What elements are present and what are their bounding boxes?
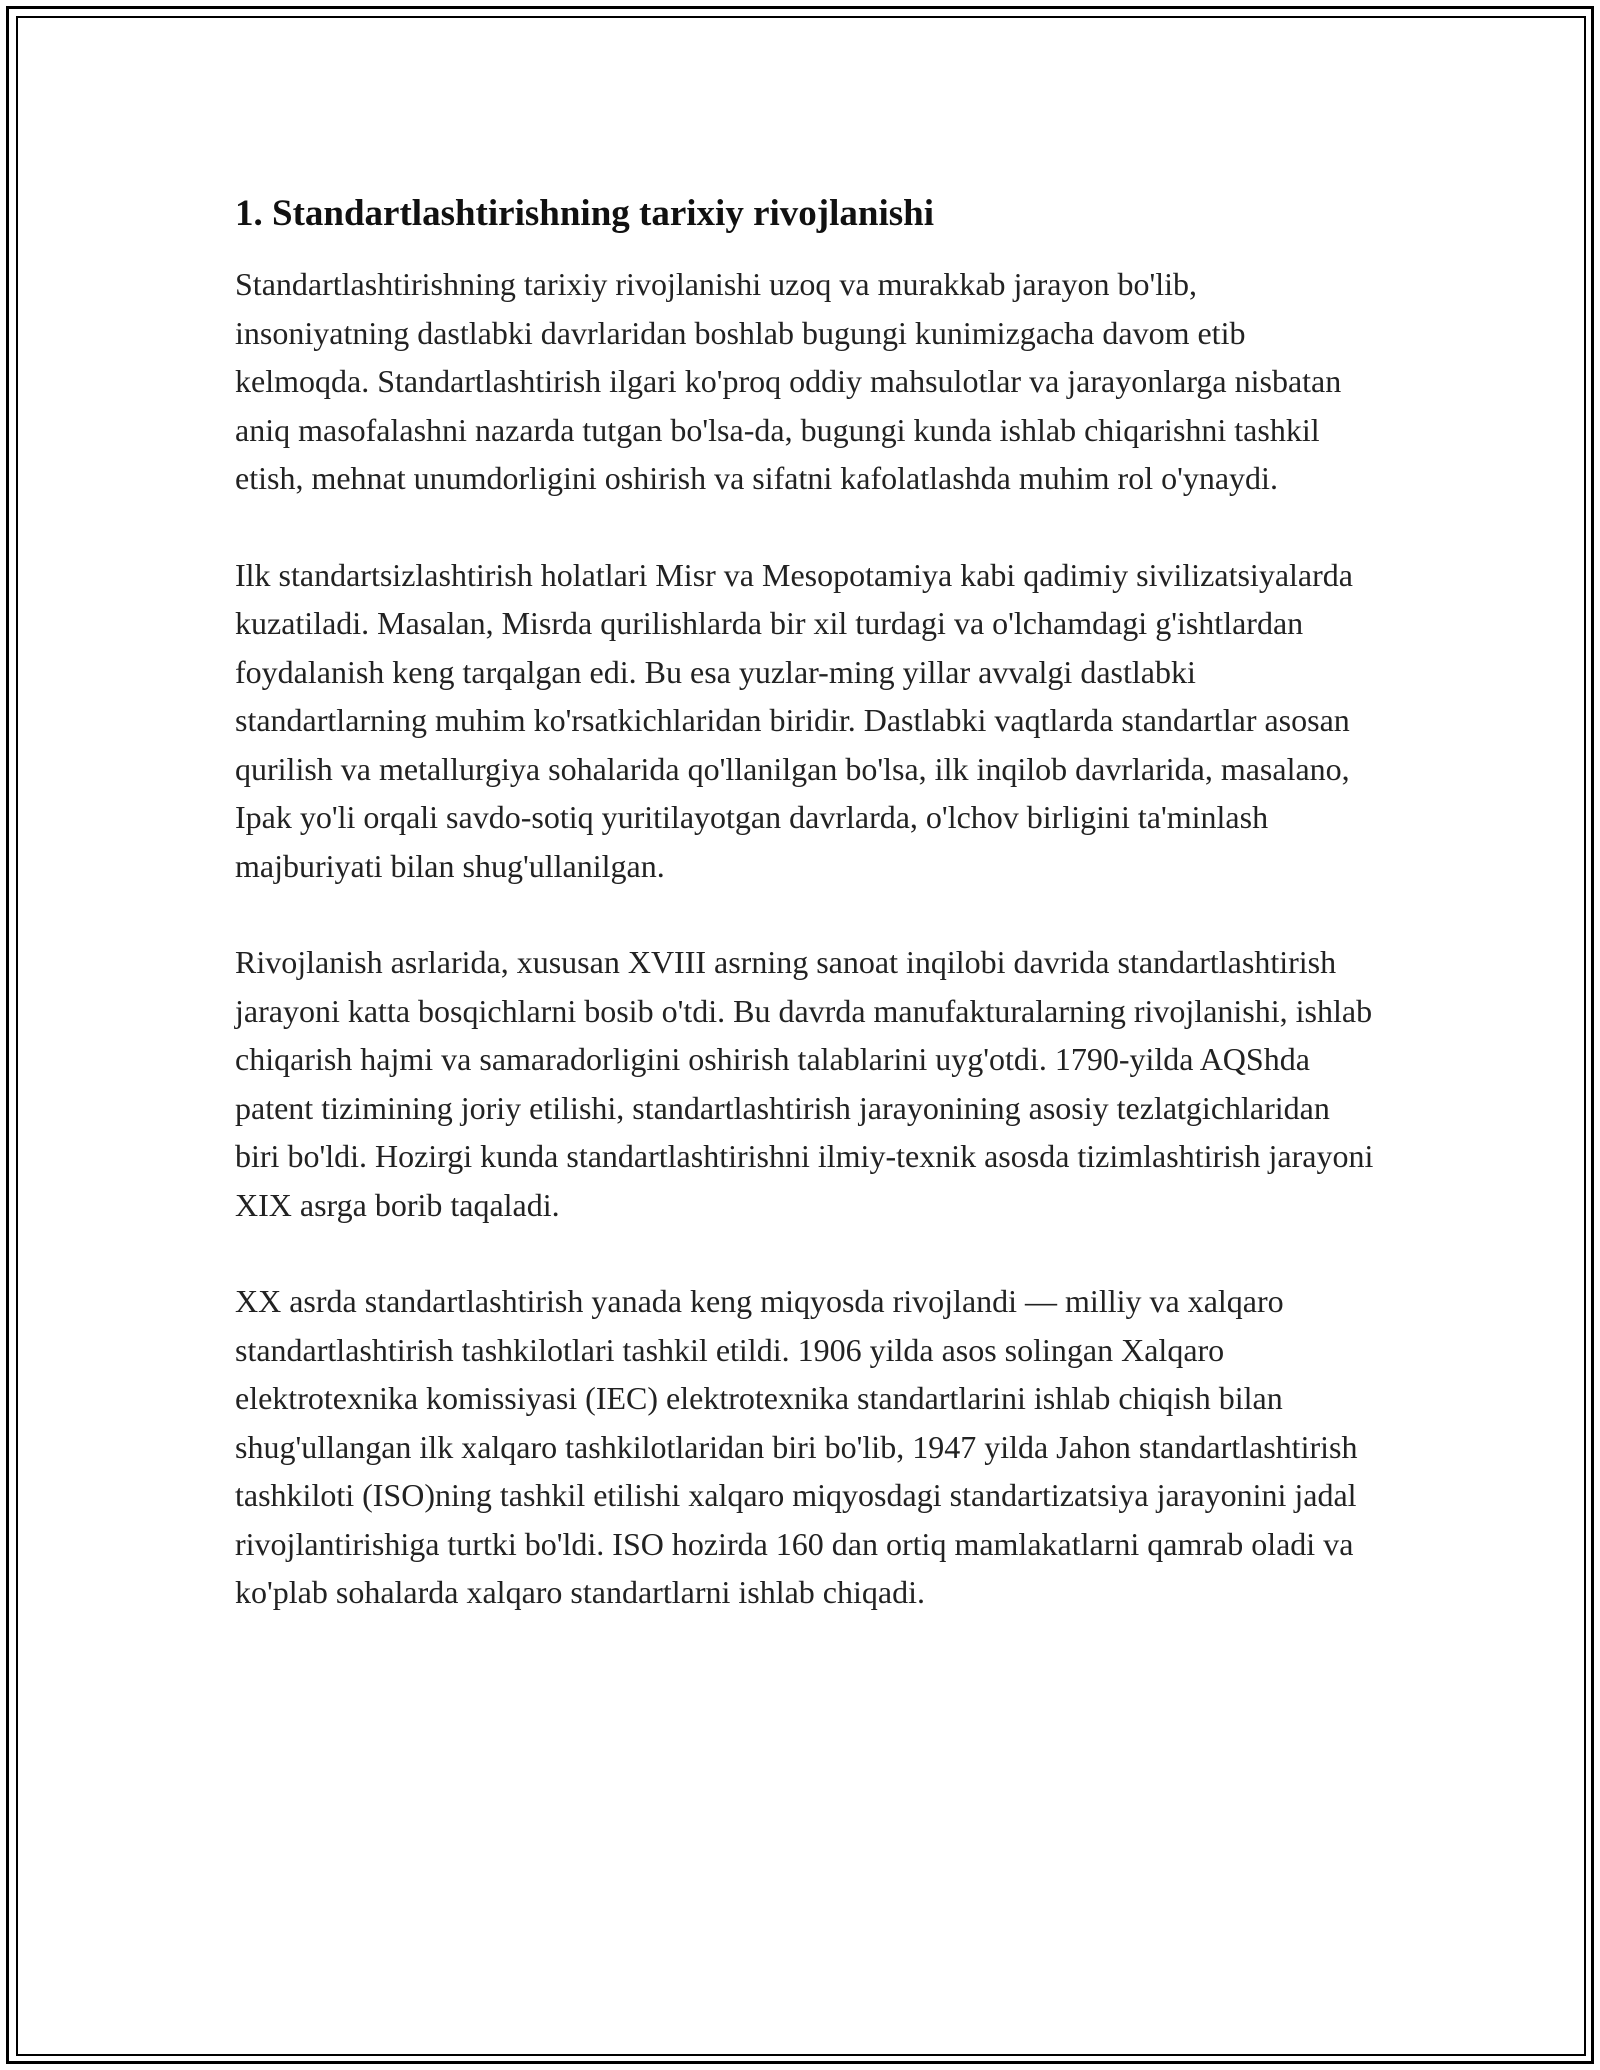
paragraph-2: Ilk standartsizlashtirish holatlari Misr va Mesopotamiya kabi qadimiy sivilizatsiyalarda kuzatiladi. Masalan, Misrda qurilishlarda bir xil turdagi va o'lchamdagi g'ishtlardan foydalanish keng tarqalgan edi. Bu esa yuzlar-ming yillar avvalgi dastlabki standartlarning muhim ko'rsatkichlaridan biridir. Dastlabki vaqtlarda standartlar asosan qurilish va metallurgiya sohalarida qo'llanilgan bo'lsa, ilk inqilob davrlarida, masalano, Ipak yo'li orqali savdo-sotiq yuritilayotgan davrlarda, o'lchov birligini ta'minlash majburiyati bilan shug'ullanilgan.: [235, 556, 1353, 884]
paragraph-3: Rivojlanish asrlarida, xususan XVIII asrning sanoat inqilobi davrida standartlashtirish jarayoni katta bosqichlarni bosib o'tdi. Bu davrda manufakturalarning rivojlanishi, ishlab chiqarish hajmi va samaradorligini oshirish talablarini uyg'otdi. 1790-yilda AQShda patent tizimining joriy etilishi, standartlashtirish jarayonining asosiy tezlatgichlaridan biri bo'ldi. Hozirgi kunda standartlashtirishni ilmiy-texnik asosda tizimlashtirish jarayoni XIX asrga borib taqaladi.: [235, 944, 1374, 1223]
document-body: [235, 188, 1375, 1665]
section-heading: 1. Standartlashtirishning tarixiy rivojlanishi: [235, 193, 934, 234]
paragraph-1: Standartlashtirishning tarixiy rivojlanishi uzoq va murakkab jarayon bo'lib, insoniyatning dastlabki davrlaridan boshlab bugungi kunimizgacha davom etib kelmoqda. Standartlashtirish ilgari ko'proq oddiy mahsulotlar va jarayonlarga nisbatan aniq masofalashni nazarda tutgan bo'lsa-da, bugungi kunda ishlab chiqarishni tashkil etish, mehnat unumdorligini oshirish va sifatni kafolatlashda muhim rol o'ynaydi.: [235, 266, 1342, 496]
paragraph-4: XX asrda standartlashtirish yanada keng miqyosda rivojlandi — milliy va xalqaro standartlashtirish tashkilotlari tashkil etildi. 1906 yilda asos solingan Xalqaro elektrotexnika komissiyasi (IEC) elektrotexnika standartlarini ishlab chiqish bilan shug'ullangan ilk xalqaro tashkilotlaridan biri bo'lib, 1947 yilda Jahon standartlashtirish tashkiloti (ISO)ning tashkil etilishi xalqaro miqyosdagi standartizatsiya jarayonini jadal rivojlantirishiga turtki bo'ldi. ISO hozirda 160 dan ortiq mamlakatlarni qamrab oladi va ko'plab sohalarda xalqaro standartlarni ishlab chiqadi.: [235, 1283, 1358, 1610]
